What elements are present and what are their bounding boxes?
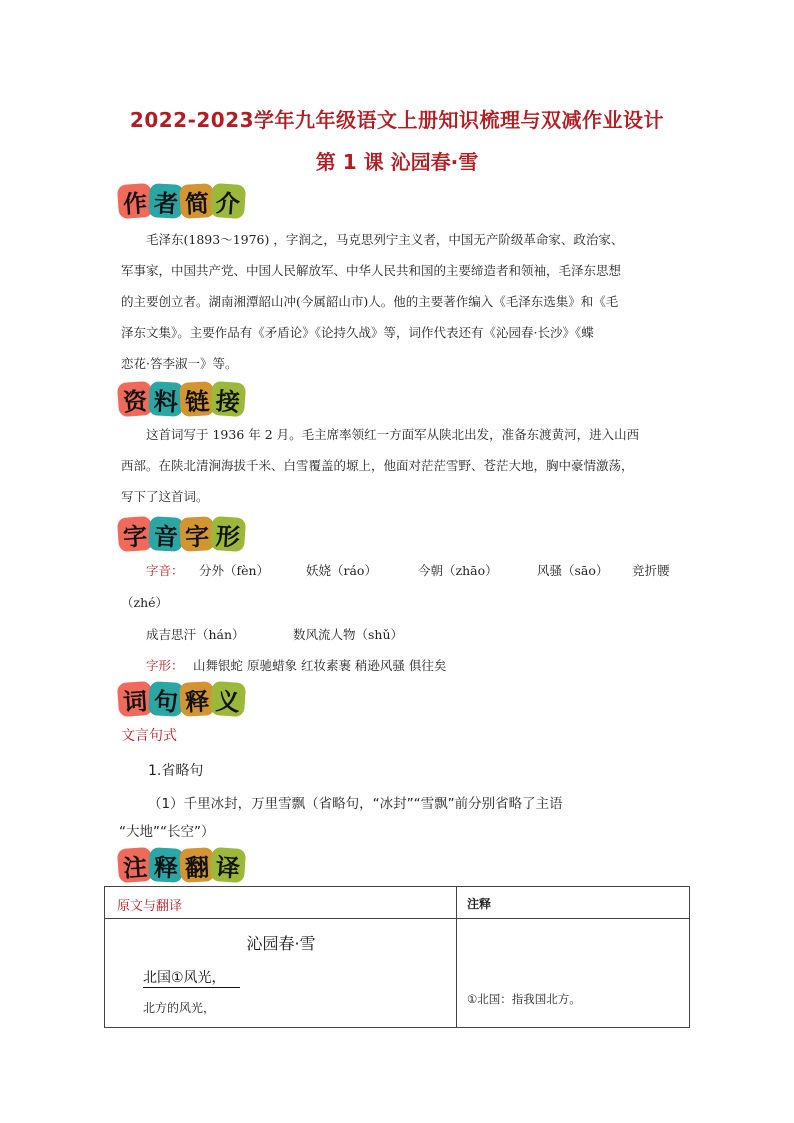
pronunciation-item: 风骚（sāo） bbox=[537, 563, 609, 578]
text-line: 恋花·答李淑一》等。 bbox=[121, 356, 238, 371]
vocab-item: （1）千里冰封，万里雪飘（省略句，“冰封”“雪飘”前分别省略了主语 bbox=[148, 796, 563, 812]
section-heading-vocab bbox=[118, 682, 242, 722]
note-text: ①北国：指我国北方。 bbox=[467, 992, 581, 1006]
note-cell bbox=[457, 919, 690, 1028]
background-paragraph bbox=[121, 419, 677, 512]
heading-tile: 者 bbox=[148, 183, 184, 219]
heading-tile: 义 bbox=[210, 681, 246, 717]
text-line: 军事家，中国共产党、中国人民解放军、中华人民共和国的主要缔造者和领袖，毛泽东思想 bbox=[121, 263, 622, 278]
heading-tile: 介 bbox=[210, 183, 246, 219]
section-heading-translation bbox=[118, 848, 242, 888]
section-heading-pronunciation bbox=[118, 517, 242, 557]
vocab-subheading: 文言句式 bbox=[121, 728, 177, 744]
table-header-cell: 原文与翻译 bbox=[105, 887, 457, 919]
pronunciation-item: 今朝（zhāo） bbox=[418, 563, 498, 578]
text-line: 西部。在陕北清涧海拔千米、白雪覆盖的塬上，他面对茫茫雪野、苍茫大地，胸中豪情激荡， bbox=[121, 458, 634, 473]
heading-tile: 句 bbox=[148, 681, 184, 717]
heading-tile: 翻 bbox=[179, 847, 215, 883]
text-line: 的主要创立者。湖南湘潭韶山冲(今属韶山市)人。他的主要著作编入《毛泽东选集》和《毛 bbox=[121, 294, 619, 309]
heading-tile: 资 bbox=[117, 381, 153, 417]
pronunciation-item: 数风流人物（shǔ） bbox=[293, 627, 404, 642]
heading-tile: 字 bbox=[179, 516, 215, 552]
heading-tile: 词 bbox=[117, 681, 153, 717]
zi-xing-items: 山舞银蛇 原驰蜡象 红妆素裹 稍逊风骚 俱往矣 bbox=[193, 658, 447, 673]
heading-tile: 释 bbox=[179, 681, 215, 717]
table-header-cell: 注释 bbox=[457, 887, 690, 919]
pronunciation-item: 妖娆（ráo） bbox=[306, 563, 377, 578]
lesson-title: 第 1 课 沁园春·雪 bbox=[315, 150, 479, 174]
pronunciation-item-tail: （zhé） bbox=[121, 595, 169, 610]
heading-tile: 字 bbox=[117, 516, 153, 552]
heading-tile: 简 bbox=[179, 183, 215, 219]
document-title: 2022-2023学年九年级语文上册知识梳理与双减作业设计 bbox=[129, 108, 665, 132]
pronunciation-item: 分外（fèn） bbox=[199, 563, 270, 578]
heading-tile: 音 bbox=[148, 516, 184, 552]
heading-tile: 接 bbox=[210, 381, 246, 417]
section-heading-background bbox=[118, 382, 242, 422]
heading-tile: 译 bbox=[210, 847, 246, 883]
table-header-row bbox=[105, 887, 690, 919]
poem-title: 沁园春·雪 bbox=[246, 934, 316, 953]
translation-table bbox=[104, 886, 690, 1028]
zi-yin-label: 字音： bbox=[146, 563, 184, 578]
vocab-item: 1.省略句 bbox=[148, 763, 204, 779]
table-row bbox=[105, 919, 690, 1028]
text-line: 毛泽东(1893～1976) ，字润之，马克思列宁主义者，中国无产阶级革命家、政治家、 bbox=[146, 232, 624, 247]
heading-tile: 料 bbox=[148, 381, 184, 417]
heading-tile: 释 bbox=[148, 847, 184, 883]
poem-line: 北国①风光， bbox=[143, 967, 240, 988]
text-line: 写下了这首词。 bbox=[121, 489, 209, 504]
vocab-item: “大地”“长空”） bbox=[119, 824, 215, 840]
heading-tile: 作 bbox=[117, 183, 153, 219]
text-line: 这首词写于 1936 年 2 月。毛主席率领红一方面军从陕北出发，准备东渡黄河，进入山西 bbox=[146, 427, 640, 442]
poem-translation: 北方的风光， bbox=[143, 1001, 216, 1015]
heading-tile: 注 bbox=[117, 847, 153, 883]
pronunciation-item: 成吉思汗（hán） bbox=[146, 627, 245, 642]
heading-tile: 链 bbox=[179, 381, 215, 417]
author-intro-paragraph bbox=[121, 224, 677, 379]
zi-xing-label: 字形： bbox=[146, 658, 184, 673]
section-heading-author bbox=[118, 184, 242, 224]
text-line: 泽东文集》。主要作品有《矛盾论》《论持久战》等，词作代表还有《沁园春·长沙》《蝶 bbox=[121, 325, 594, 340]
poem-cell bbox=[105, 919, 457, 1028]
heading-tile: 形 bbox=[210, 516, 246, 552]
pronunciation-item: 竞折腰 bbox=[632, 563, 670, 578]
